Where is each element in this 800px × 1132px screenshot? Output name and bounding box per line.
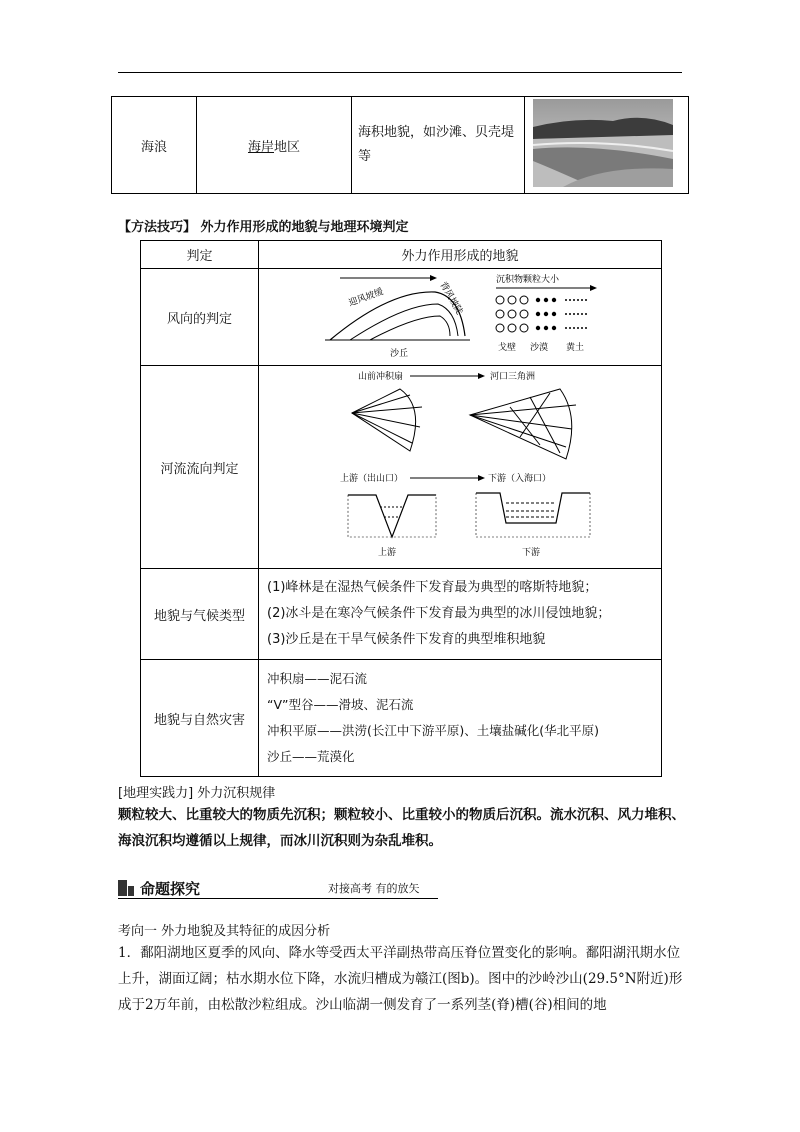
sand-particle: [544, 326, 548, 330]
fine-particle: [577, 299, 579, 301]
header-rule: [118, 72, 682, 73]
lower-caption: 下游: [522, 548, 541, 558]
fine-particle: [569, 299, 571, 301]
sand-particle: [536, 326, 540, 330]
alluvial-fan: [352, 389, 422, 451]
size-title: 沉积物颗粒大小: [496, 275, 560, 285]
coarse-particle: [496, 310, 504, 318]
fine-particle: [585, 313, 587, 315]
sand-particle: [552, 326, 556, 330]
river-diagram: [260, 367, 660, 563]
sand-particle: [544, 298, 548, 302]
fine-particle: [581, 327, 583, 329]
fan-label: 山前冲积扇: [358, 372, 404, 382]
practice-text: 颗粒较大、比重较大的物质先沉积；颗粒较小、比重较小的物质后沉积。流水沉积、风力堆积、海浪沉积均遵循以上规律，而冰川沉积则为杂乱堆积。: [118, 807, 685, 849]
river-figure-cell: [259, 366, 662, 569]
fine-particle: [581, 299, 583, 301]
delta-label: 河口三角洲: [490, 372, 536, 382]
fine-particle: [581, 313, 583, 315]
photo-cell: [525, 97, 689, 194]
method-table: [140, 240, 662, 777]
coarse-particle: [520, 310, 528, 318]
area-cell: [197, 97, 352, 194]
header-judge: 判定: [141, 241, 259, 269]
sand-particle: [544, 312, 548, 316]
dune-label: 沙丘: [390, 349, 409, 359]
upper-course-label: 上游（出山口）: [340, 474, 404, 484]
wind-diagram: [260, 270, 660, 360]
coarse-particle: [520, 296, 528, 304]
wind-figure-cell: [259, 269, 662, 366]
upper-caption: 上游: [378, 548, 397, 558]
coarse-particle: [508, 324, 516, 332]
fine-particle: [577, 327, 579, 329]
practice-heading: [地理实践力] 外力沉积规律: [118, 786, 276, 801]
fine-particle: [585, 299, 587, 301]
coarse-particle: [508, 310, 516, 318]
agent-cell: 海浪: [112, 97, 197, 194]
fine-particle: [565, 313, 567, 315]
fine-particle: [577, 313, 579, 315]
question-text: 1．鄱阳湖地区夏季的风向、降水等受西太平洋副热带高压脊位置变化的影响。鄱阳湖汛期水位上升，湖面辽阔；枯水期水位下降，水流归槽成为赣江(图b)。图中的沙岭沙山(29.5°N附近)形成于2万年前，由松散沙粒组成。沙山临湖一侧发育了一系列茎(脊)槽(谷)相间的地: [118, 945, 683, 1013]
sand-particle: [536, 298, 540, 302]
fine-particle: [565, 327, 567, 329]
landform-table-continued: [111, 96, 689, 194]
coarse-particle: [496, 296, 504, 304]
particle-grid: [496, 296, 587, 332]
sand-particle: [536, 312, 540, 316]
row-disaster-label: 地貌与自然灾害: [141, 660, 259, 777]
header-landform: 外力作用形成的地貌: [259, 241, 662, 269]
fine-particle: [569, 313, 571, 315]
gobi-label: 戈壁: [498, 343, 517, 353]
delta: [470, 389, 576, 459]
climate-item-3: (3)沙丘是在干旱气候条件下发育的典型堆积地貌: [267, 632, 546, 647]
climate-cell: [259, 569, 662, 660]
loess-label: 黄土: [566, 343, 585, 353]
desert-label: 沙漠: [530, 343, 549, 353]
area-suffix: 地区: [274, 139, 301, 155]
landform-cell: 海积地貌，如沙滩、贝壳堤等: [352, 97, 525, 194]
question-heading: 考向一 外力地貌及其特征的成因分析: [118, 924, 331, 939]
section-icon: [118, 880, 134, 896]
disaster-item-1: 冲积扇——泥石流: [267, 671, 368, 686]
section-title: 命题探究: [140, 880, 201, 898]
u-valley: [476, 493, 590, 537]
section-underline: [118, 898, 438, 899]
row-wind-label: 风向的判定: [141, 269, 259, 366]
windward-label: 迎风坡缓: [347, 287, 385, 309]
row-river-label: 河流流向判定: [141, 366, 259, 569]
section-banner: [118, 878, 438, 898]
sand-particle: [552, 298, 556, 302]
sand-particle: [552, 312, 556, 316]
disaster-item-2: “V”型谷——滑坡、泥石流: [267, 697, 414, 712]
climate-item-2: (2)冰斗是在寒冷气候条件下发育最为典型的冰川侵蚀地貌；: [267, 606, 611, 621]
leeward-label: 背风坡陡: [437, 280, 465, 317]
v-valley: [348, 495, 436, 537]
area-underlined: 海岸: [247, 139, 274, 155]
fine-particle: [585, 327, 587, 329]
method-heading: 【方法技巧】 外力作用形成的地貌与地理环境判定: [118, 220, 409, 235]
fine-particle: [573, 299, 575, 301]
fine-particle: [573, 313, 575, 315]
row-climate-label: 地貌与气候类型: [141, 569, 259, 660]
disaster-item-4: 沙丘——荒漠化: [267, 749, 355, 764]
coarse-particle: [508, 296, 516, 304]
fine-particle: [573, 327, 575, 329]
section-tagline: 对接高考 有的放矢: [328, 882, 420, 895]
coarse-particle: [520, 324, 528, 332]
fine-particle: [569, 327, 571, 329]
beach-photo: [533, 99, 673, 187]
disaster-item-3: 冲积平原——洪涝(长江中下游平原)、土壤盐碱化(华北平原): [267, 723, 600, 738]
disaster-cell: [259, 660, 662, 777]
coarse-particle: [496, 324, 504, 332]
lower-course-label: 下游（入海口）: [488, 474, 552, 484]
fine-particle: [565, 299, 567, 301]
climate-item-1: (1)峰林是在湿热气候条件下发育最为典型的喀斯特地貌；: [267, 580, 598, 595]
